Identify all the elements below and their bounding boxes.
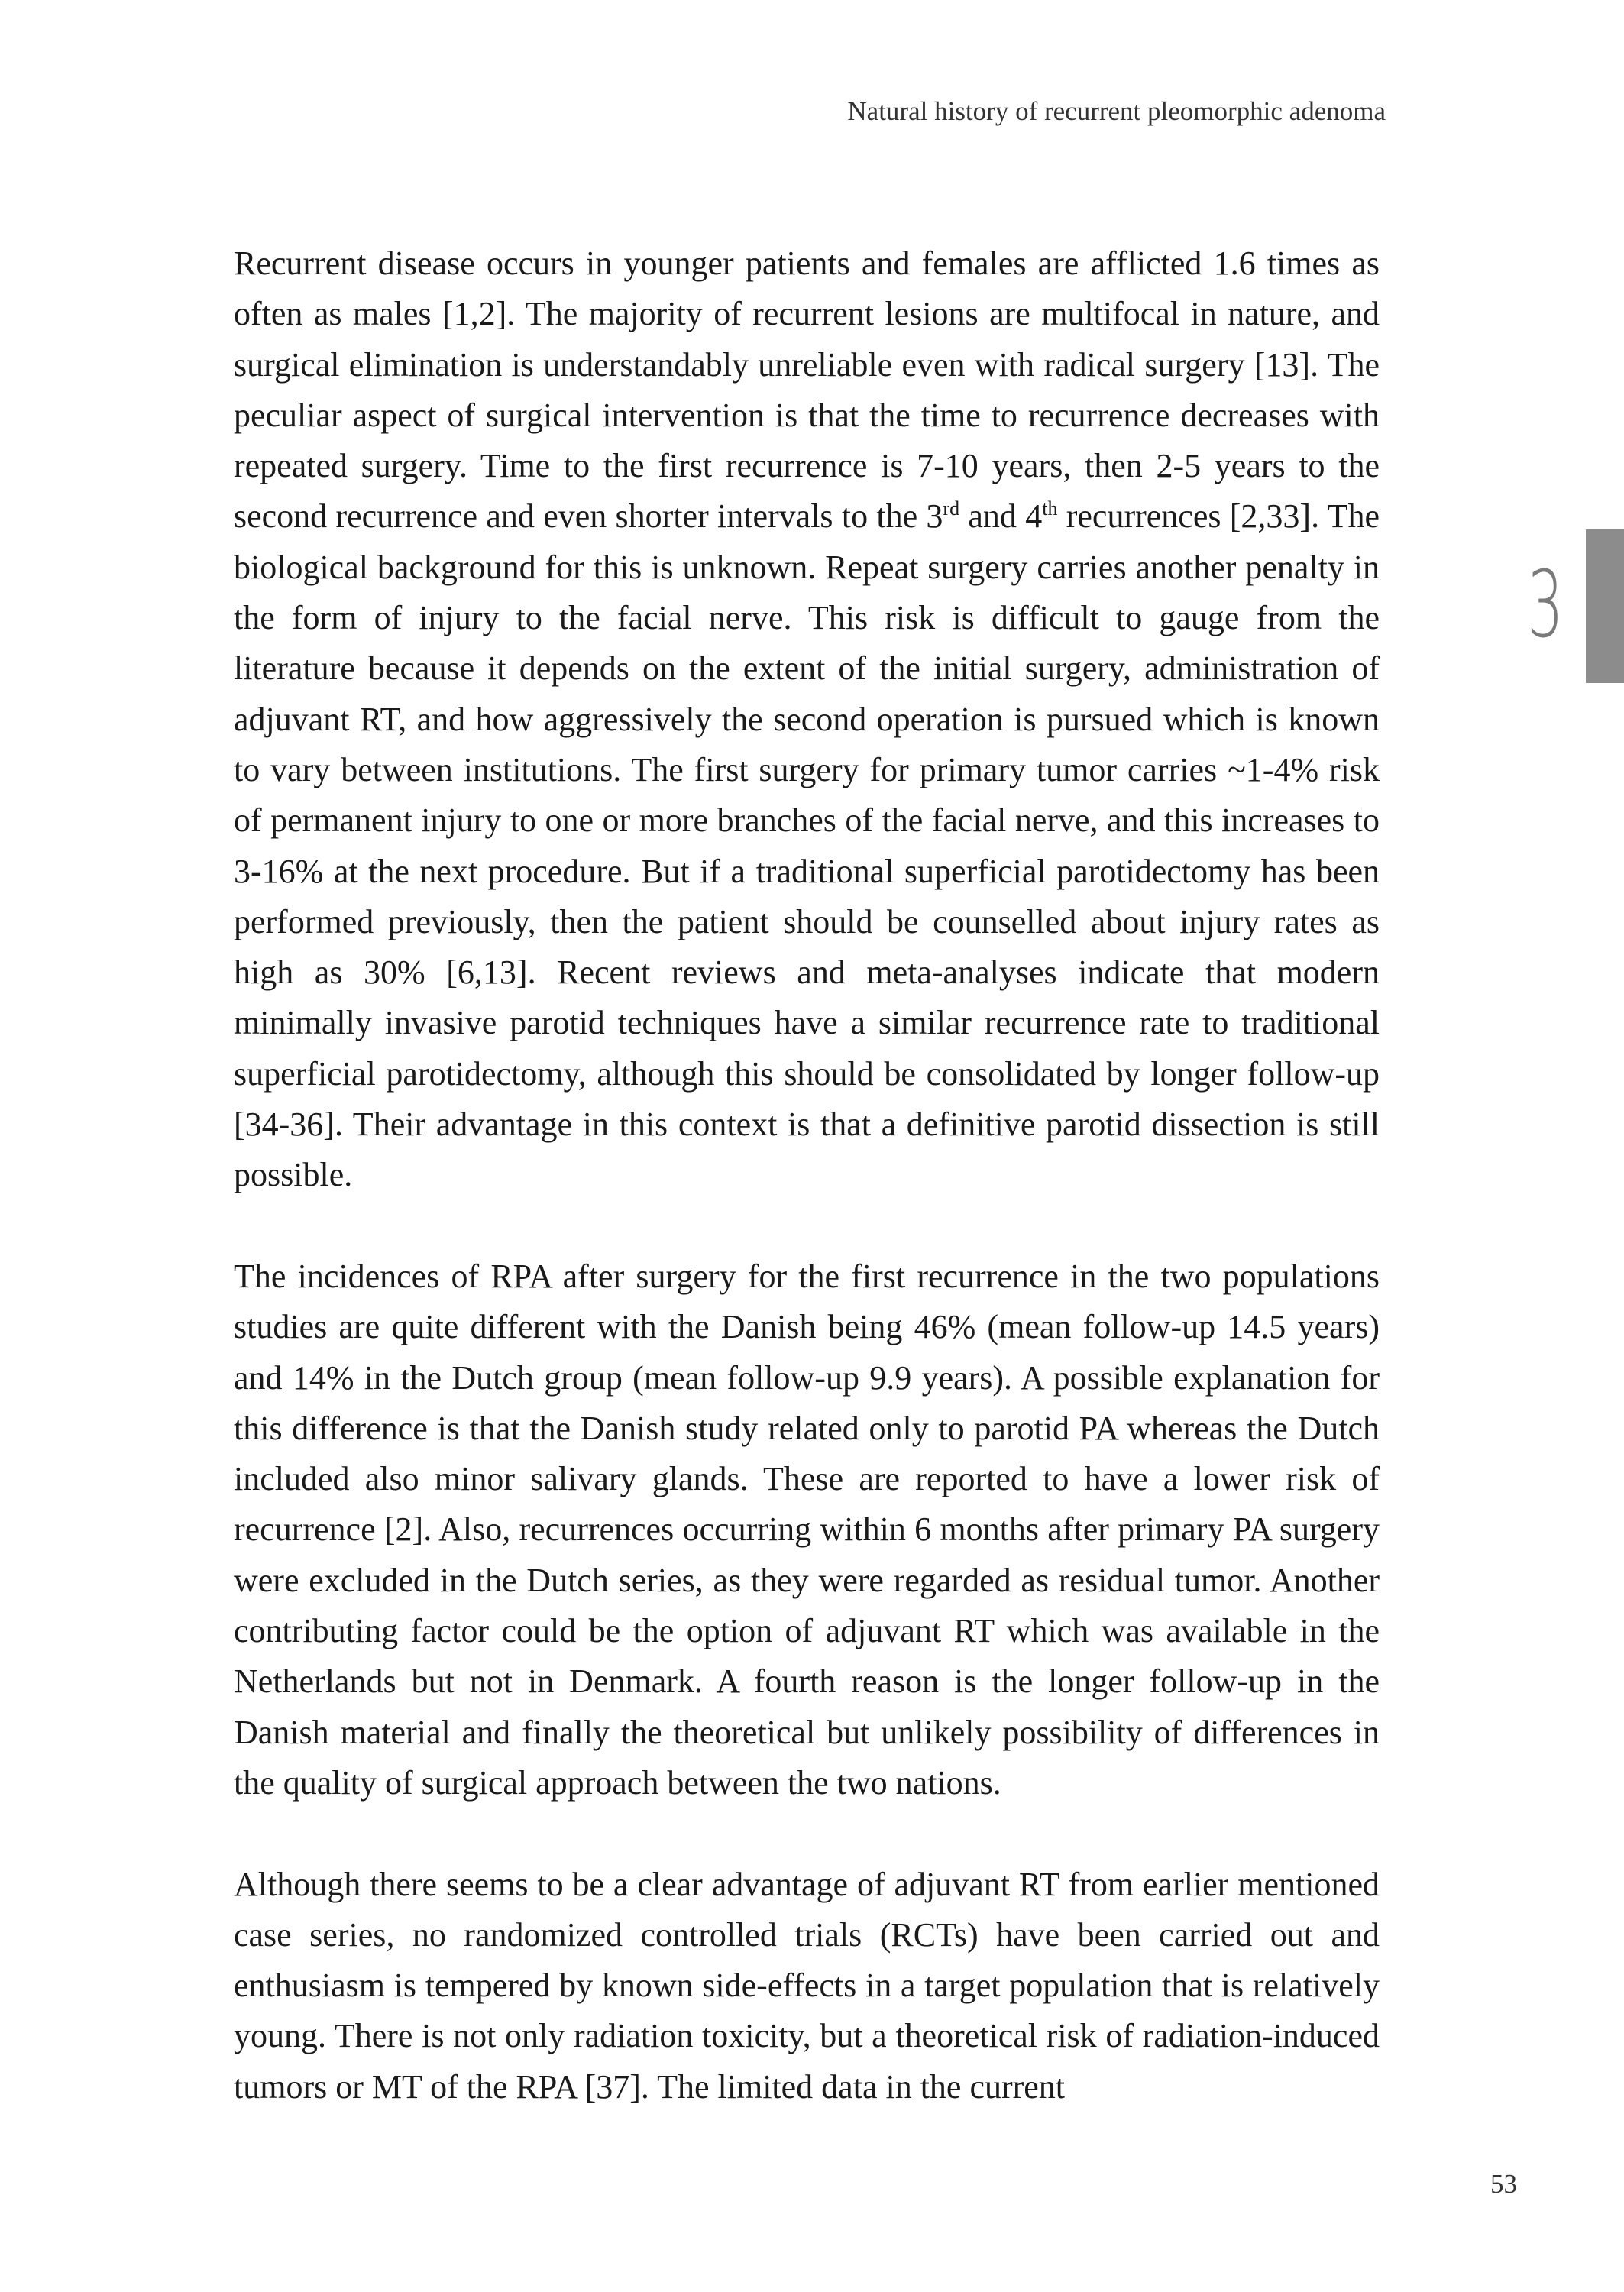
- ordinal-fourth-suffix: th: [1042, 497, 1058, 520]
- chapter-number: 3: [1527, 552, 1564, 659]
- paragraph-3: Although there seems to be a clear advantage of adjuvant RT from earlier mentioned case series, no randomized controlled trials (RCTs) have been carried out and enthusiasm is tempered by known side-effects in a target population that is relatively young. There is not only radiation toxicity, but a theoretical risk of radiation-induced tumors or MT of the RPA [37]. The limited data in the current: [234, 1865, 1380, 2106]
- running-header: Natural history of recurrent pleomorphic adenoma: [847, 96, 1386, 126]
- paragraph-1-part-a: Recurrent disease occurs in younger patients and females are afflicted 1.6 times as often as males [1,2]. The majority of recurrent lesions are multifocal in nature, and surgical elimination is understandably unreliable even with radical surgery [13]. The peculiar aspect of surgical intervention is that the time to recurrence decreases with repeated surgery. Time to the first recurrence is 7-10 years, then 2-5 years to the second recurrence and even shorter intervals to the: [234, 244, 1380, 536]
- page-number: 53: [1490, 2169, 1517, 2199]
- chapter-tab-marker: [1586, 529, 1624, 683]
- paragraph-2: The incidences of RPA after surgery for the first recurrence in the two populations studies are quite different with the Danish being 46% (mean follow-up 14.5 years) and 14% in the Dutch group (mean follow-up 9.9 years). A possible explanation for this difference is that the Danish study related only to parotid PA whereas the Dutch included also minor salivary glands. These are reported to have a lower risk of recurrence [2]. Also, recurrences occurring within 6 months after primary PA surgery were excluded in the Dutch series, as they were regarded as residual tumor. Another contributing factor could be the option of adjuvant RT which was available in the Netherlands but not in Denmark. A fourth reason is the longer follow-up in the Danish material and finally the theoretical but unlikely possibility of differences in the quality of surgical approach between the two nations.: [234, 1257, 1380, 1802]
- body-text: [234, 238, 1380, 2112]
- paragraph-1: [234, 238, 1380, 1201]
- ordinal-third-suffix: rd: [943, 497, 960, 520]
- ordinal-fourth-number: 4: [1025, 497, 1043, 536]
- ordinal-third-number: 3: [926, 497, 943, 536]
- paragraph-1-part-b: recurrences [2,33]. The biological background for this is unknown. Repeat surgery carries another penalty in the form of injury to the facial nerve. This risk is difficult to gauge from the literature because it depends on the extent of the initial surgery, administration of adjuvant RT, and how aggressively the second operation is pursued which is known to vary between institutions. The first surgery for primary tumor carries ~1-4% risk of permanent injury to one or more branches of the facial nerve, and this increases to 3-16% at the next procedure. But if a traditional superficial parotidectomy has been performed previously, then the patient should be counselled about injury rates as high as 30% [6,13]. Recent reviews and meta-analyses indicate that modern minimally invasive parotid techniques have a similar recurrence rate to traditional superficial parotidectomy, although this should be consolidated by longer follow-up [34-36]. Their advantage in this context is that a definitive parotid dissection is still possible.: [234, 497, 1380, 1194]
- ordinal-conjunction: and: [959, 497, 1026, 536]
